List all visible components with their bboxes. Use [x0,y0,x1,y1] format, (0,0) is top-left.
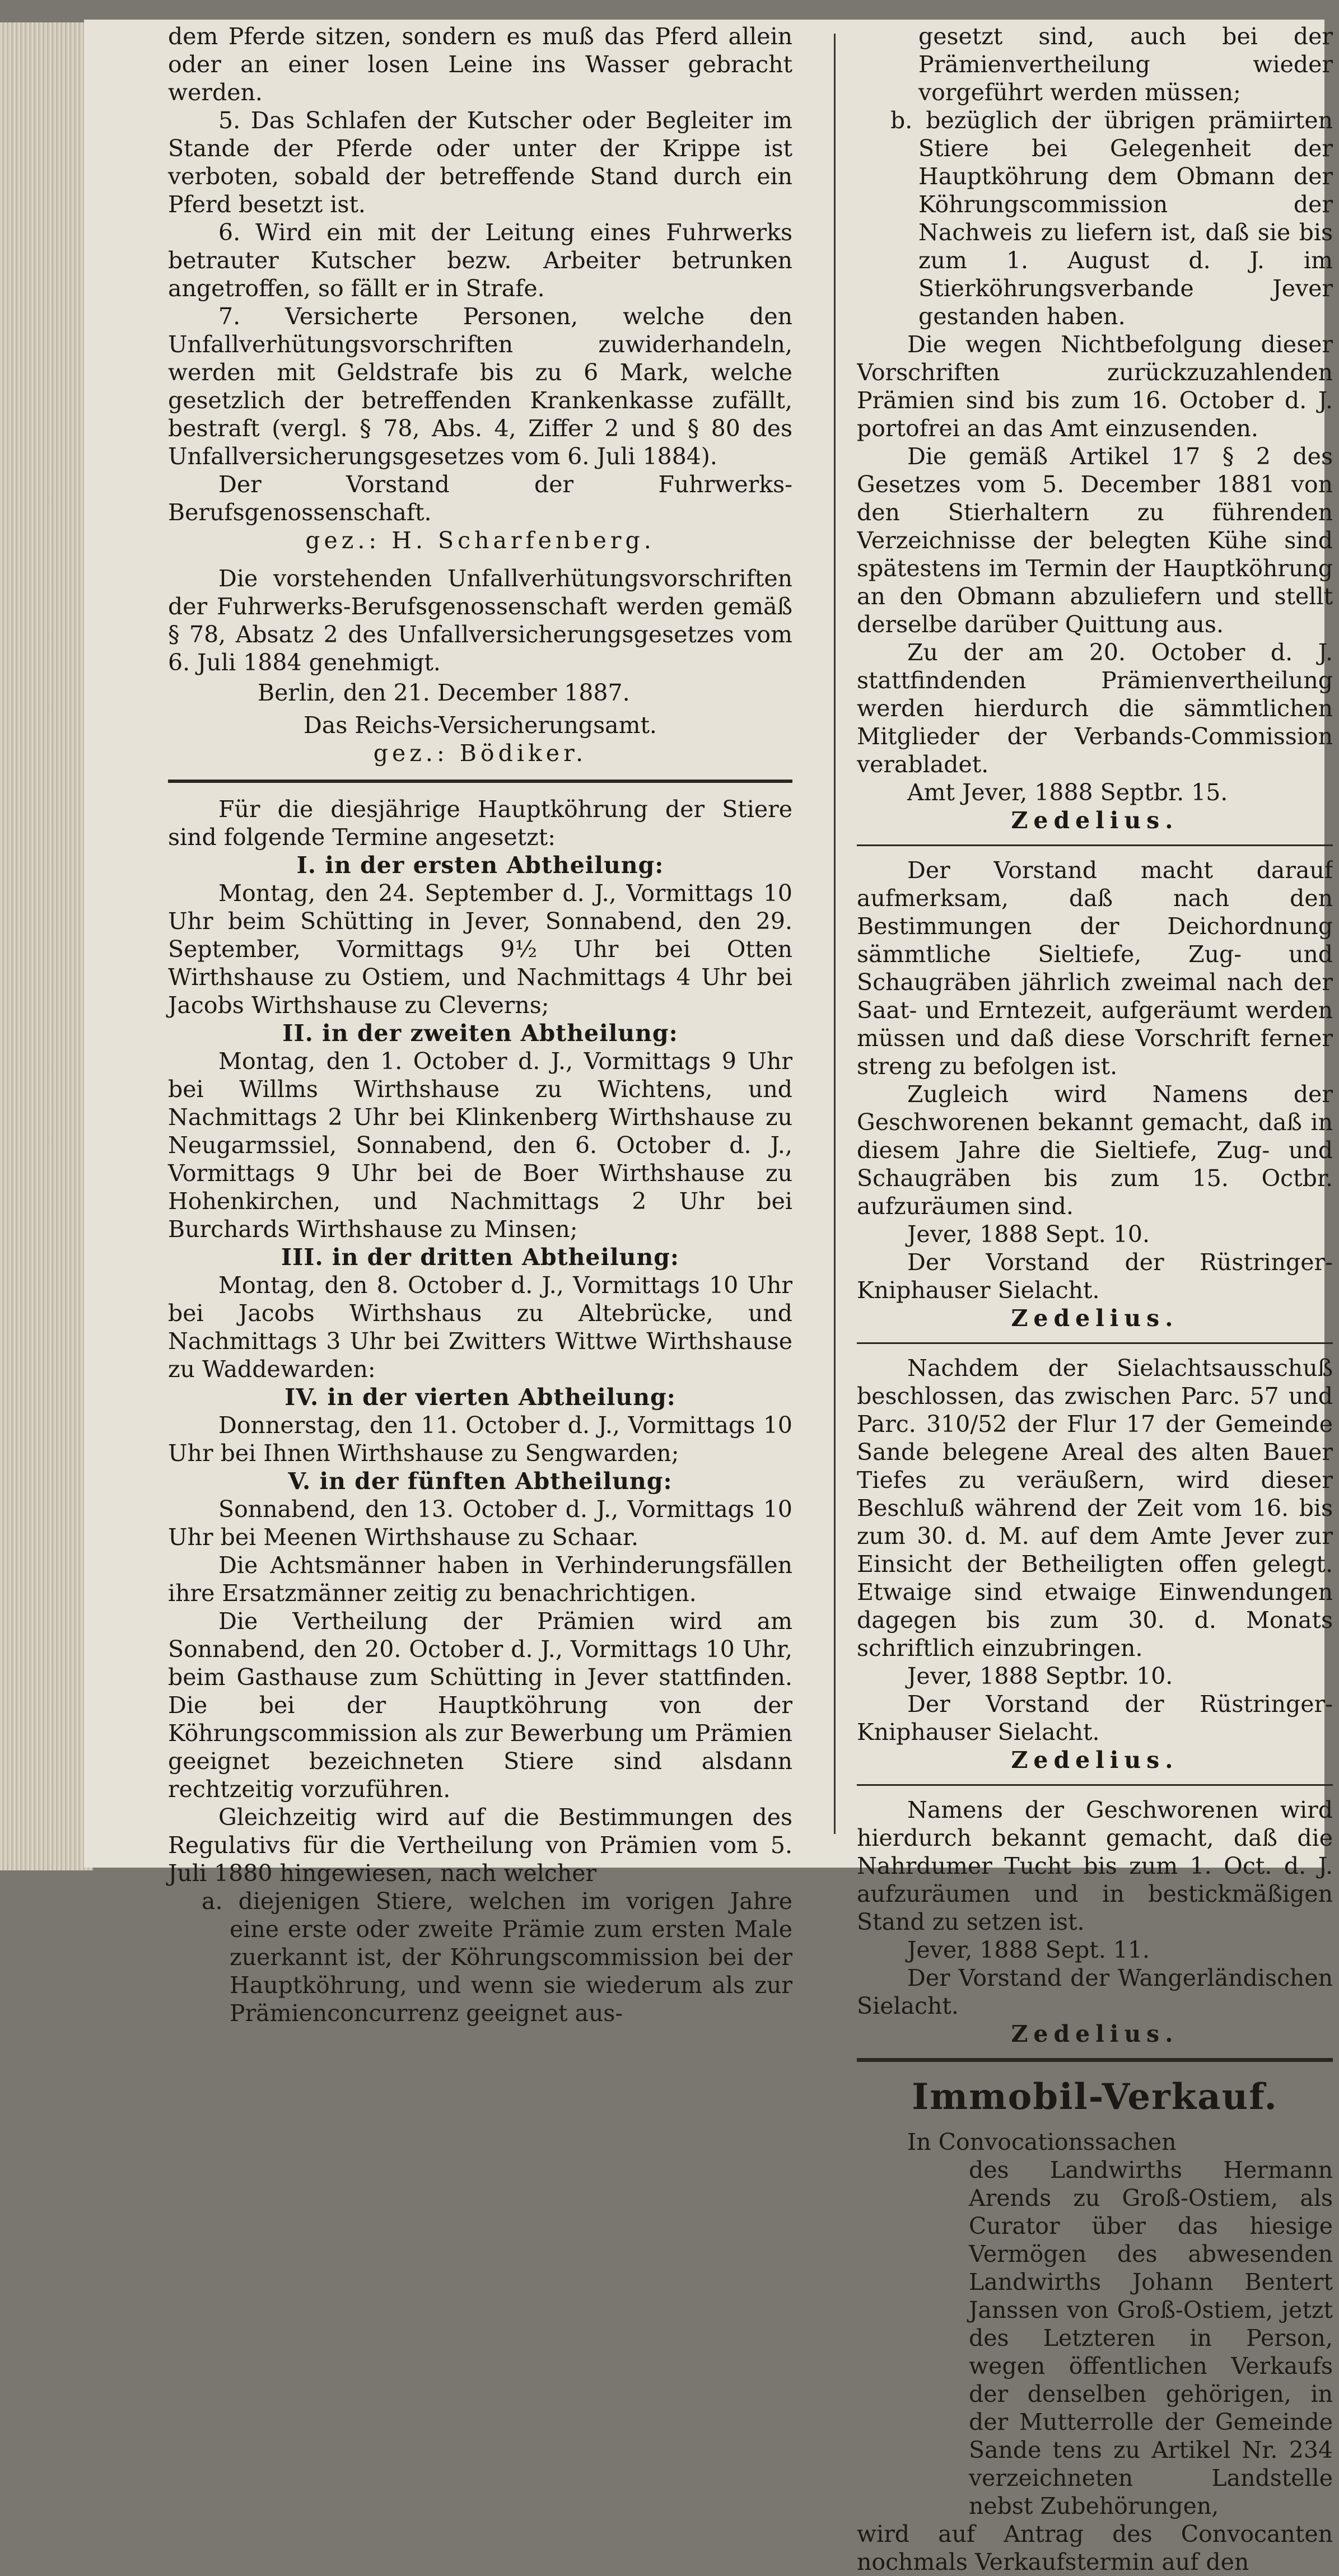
paragraph: Der Vorstand macht darauf aufmerksam, daß nach den Bestimmungen der Deichordnung sämmtliche Sieltiefe, Zug- und Schaugräben jährlich zweimal nach der Saat- und Erntezeit, aufgeräumt werden müssen und daß diese Vorschrift ferner streng zu befolgen ist. [857,857,1333,1080]
signature-org: Das Reichs-Versicherungsamt. [304,712,657,739]
paragraph: Sonnabend, den 13. October d. J., Vormittags 10 Uhr bei Meenen Wirthshause zu Schaar. [168,1496,792,1551]
section-heading: II. in der zweiten Abtheilung: [282,1020,678,1047]
dateline: Berlin, den 21. December 1887. [258,679,630,706]
right-column [857,22,1333,2576]
section-divider [168,780,792,783]
signature-name: gez.: Bödiker. [373,740,587,767]
paragraph: Zu der am 20. October d. J. stattfindenden Prämienvertheilung werden hierdurch die sämmtlichen Mitglieder der Verbands-Commission verabladet. [857,639,1333,778]
book-page-edges [0,22,94,1870]
signature-name: Zedelius. [1011,1305,1179,1332]
dateline: Jever, 1888 Sept. 11. [907,1936,1150,1963]
paragraph: 6. Wird ein mit der Leitung eines Fuhrwerks betrauter Kutscher bezw. Arbeiter betrunken angetroffen, so fällt er in Strafe. [168,219,792,302]
signature-name: gez.: H. Scharfenberg. [305,527,655,554]
paragraph: Die gemäß Artikel 17 § 2 des Gesetzes vom 5. December 1881 von den Stierhaltern zu führenden Verzeichnisse der belegten Kühe sind spätestens im Termin der Hauptköhrung an den Obmann abzuliefern und stellt derselbe darüber Quittung aus. [857,443,1333,638]
section-heading: I. in der ersten Abtheilung: [296,852,664,879]
signature-org: Der Vorstand der Rüstringer-Kniphauser Sielacht. [857,1691,1333,1746]
list-item: b. bezüglich der übrigen prämiirten Stiere bei Gelegenheit der Hauptköhrung dem Obmann der Köhrungscommission der Nachweis zu liefern ist, daß sie bis zum 1. August d. J. im Stierköhrungsverbande Jever gestanden haben. [890,107,1333,330]
advertisement-title: Immobil-Verkauf. [912,2076,1278,2118]
paragraph: Nachdem der Sielachtsausschuß beschlossen, das zwischen Parc. 57 und Parc. 310/52 der Flur 17 der Gemeinde Sande belegene Areal des alten Bauer Tiefes zu veräußern, wird dieser Beschluß während der Zeit vom 16. bis zum 30. d. M. auf dem Amte Jever zur Einsicht der Betheiligten offen gelegt. Etwaige sind etwaige Einwendungen dagegen bis zum 30. d. Monats schriftlich einzubringen. [857,1355,1333,1662]
paragraph: Montag, den 24. September d. J., Vormittags 10 Uhr beim Schütting in Jever, Sonnabend, den 29. September, Vormittags 9½ Uhr bei Otten Wirthshause zu Ostiem, und Nachmittags 4 Uhr bei Jacobs Wirthshause zu Cleverns; [168,880,792,1019]
section-divider [857,1342,1333,1344]
signature-org: Der Vorstand der Rüstringer-Kniphauser Sielacht. [857,1249,1333,1304]
paragraph: 7. Versicherte Personen, welche den Unfallverhütungsvorschriften zuwiderhandeln, werden mit Geldstrafe bis zu 6 Mark, welche gesetzlich der betreffenden Krankenkasse zufällt, bestraft (vergl. § 78, Abs. 4, Ziffer 2 und § 80 des Unfallversicherungsgesetzes vom 6. Juli 1884). [168,303,792,470]
paragraph: Die Achtsmänner haben in Verhinderungsfällen ihre Ersatzmänner zeitig zu benachrichtigen. [168,1552,792,1607]
paragraph: Zugleich wird Namens der Geschworenen bekannt gemacht, daß in diesem Jahre die Sieltiefe, Zug- und Schaugräben bis zum 15. Octbr. aufzuräumen sind. [857,1081,1333,1220]
dateline: Jever, 1888 Sept. 10. [907,1221,1150,1248]
section-divider [857,844,1333,846]
left-column [168,22,792,2027]
paragraph: Montag, den 1. October d. J., Vormittags 9 Uhr bei Willms Wirthshause zu Wichtens, und Nachmittags 2 Uhr bei Klinkenberg Wirthshause zu Neugarmssiel, Sonnabend, den 6. October d. J., Vormittags 9 Uhr bei de Boer Wirthshause zu Hohenkirchen, und Nachmittags 2 Uhr bei Burchards Wirthshause zu Minsen; [168,1048,792,1243]
signature-name: Zedelius. [1011,1747,1179,1774]
section-heading: IV. in der vierten Abtheilung: [284,1384,676,1411]
column-divider [834,34,836,1834]
paragraph: Gleichzeitig wird auf die Bestimmungen des Regulativs für die Vertheilung von Prämien vom 5. Juli 1880 hingewiesen, nach welcher [168,1804,792,1887]
paragraph: Die vorstehenden Unfallverhütungsvorschriften der Fuhrwerks-Berufsgenossenschaft werden gemäß § 78, Absatz 2 des Unfallversicherungsgesetzes vom 6. Juli 1884 genehmigt. [168,565,792,676]
section-heading: III. in der dritten Abtheilung: [281,1244,680,1271]
section-divider [857,1784,1333,1786]
signature-org: Der Vorstand der Wangerländischen Sielacht. [857,1964,1333,2019]
list-item-continued: gesetzt sind, auch bei der Prämienvertheilung wieder vorgeführt werden müssen; [918,23,1333,106]
section-divider [857,2058,1333,2062]
paragraph: Für die diesjährige Hauptköhrung der Stiere sind folgende Termine angesetzt: [168,796,792,851]
list-item: a. diejenigen Stiere, welchen im vorigen Jahre eine erste oder zweite Prämie zum ersten Male zuerkannt ist, der Köhrungscommission bei der Hauptköhrung, und wenn sie wiederum als zur Prämienconcurrenz geeignet aus- [202,1888,792,2027]
dateline: Jever, 1888 Septbr. 10. [907,1663,1173,1690]
paragraph: 5. Das Schlafen der Kutscher oder Begleiter im Stande der Pferde oder unter der Krippe ist verboten, sobald der betreffende Stand durch ein Pferd besetzt ist. [168,107,792,218]
section-heading: V. in der fünften Abtheilung: [288,1468,673,1495]
paragraph: des Landwirths Hermann Arends zu Groß-Ostiem, als Curator über das hiesige Vermögen des abwesenden Landwirths Johann Bentert Janssen von Groß-Ostiem, jetzt des Letzteren in Person, wegen öffentlichen Verkaufs der denselben gehörigen, in der Mutterrolle der Gemeinde Sande tens zu Artikel Nr. 234 verzeichneten Landstelle nebst Zubehörungen, [969,2157,1333,2519]
paragraph: Die Vertheilung der Prämien wird am Sonnabend, den 20. October d. J., Vormittags 10 Uhr, beim Gasthause zum Schütting in Jever stattfinden. Die bei der Hauptköhrung von der Köhrungscommission als zur Bewerbung um Prämien geeignet bezeichneten Stiere sind alsdann rechtzeitig vorzuführen. [168,1608,792,1803]
paragraph: wird auf Antrag des Convocanten nochmals Verkaufstermin auf den [857,2521,1333,2575]
paragraph: Namens der Geschworenen wird hierdurch bekannt gemacht, daß die Nahrdumer Tucht bis zum 1. Oct. d. J. aufzuräumen und in bestickmäßigen Stand zu setzen ist. [857,1796,1333,1935]
signature-name: Zedelius. [1011,2020,1179,2047]
paragraph: Montag, den 8. October d. J., Vormittags 10 Uhr bei Jacobs Wirthshaus zu Altebrücke, und Nachmittags 3 Uhr bei Zwitters Wittwe Wirthshause zu Waddewarden: [168,1272,792,1383]
paragraph: dem Pferde sitzen, sondern es muß das Pferd allein oder an einer losen Leine ins Wasser gebracht werden. [168,23,792,106]
paragraph: Die wegen Nichtbefolgung dieser Vorschriften zurückzuzahlenden Prämien sind bis zum 16. October d. J. portofrei an das Amt einzusenden. [857,331,1333,442]
signature-org: Der Vorstand der Fuhrwerks-Berufsgenossenschaft. [168,471,792,526]
paragraph: In Convocationssachen [907,2129,1177,2155]
paragraph: Donnerstag, den 11. October d. J., Vormittags 10 Uhr bei Ihnen Wirthshause zu Sengwarden; [168,1412,792,1467]
dateline: Amt Jever, 1888 Septbr. 15. [907,779,1228,806]
signature-name: Zedelius. [1011,807,1179,834]
